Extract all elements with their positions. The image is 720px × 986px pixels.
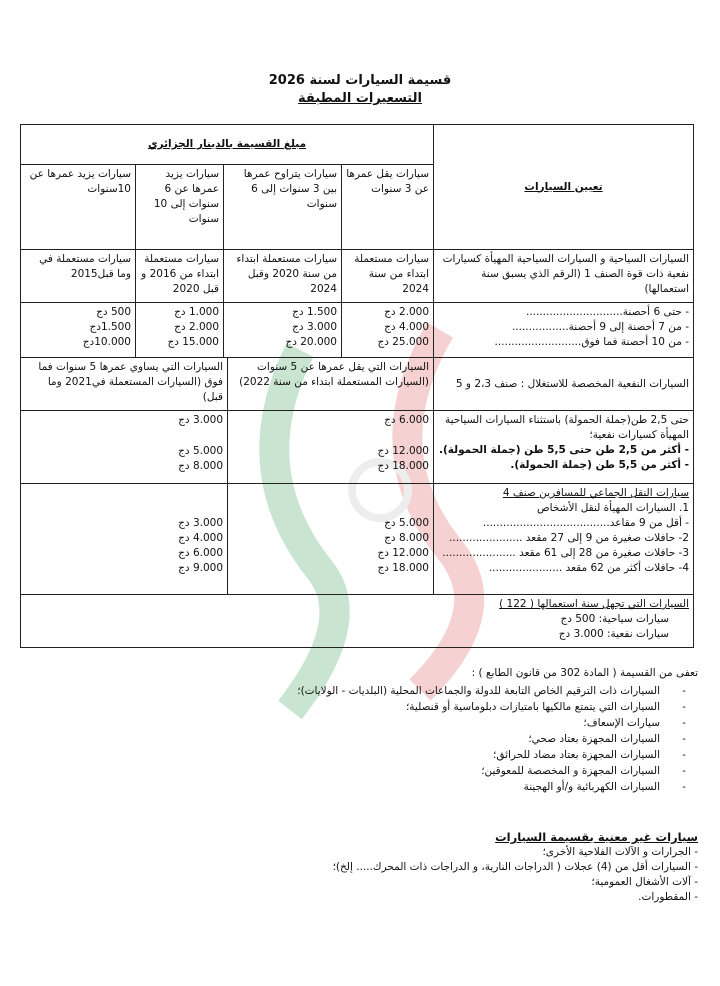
non-subject-section <box>58 830 698 905</box>
exemption-item: - السيارات ذات الترقيم الخاص التابعة للدولة والجماعات المحلية (البلديات - الولايات)؛ <box>40 683 660 699</box>
transport-row: 1. السيارات المهيأة لنقل الأشخاص <box>536 502 689 514</box>
exemption-item: - السيارات المجهزة و المخصصة للمعوقين؛ <box>40 763 660 779</box>
exemption-item: - سيارات الإسعاف؛ <box>40 715 660 731</box>
transport-row: 4- حافلات أكثر من 62 مقعد ...................... <box>488 562 689 574</box>
price-cell: 500 دج <box>96 306 131 318</box>
utility-row-3: - أكثر من 5,5 طن (جملة الحمولة). <box>510 459 689 471</box>
exemptions-title: تعفى من القسيمة ( المادة 302 من قانون الطابع ) : <box>471 667 698 679</box>
utility-col-b: السيارات التي يساوي عمرها 5 سنوات فما فوق (السيارات المستعملة في2021 وما قبل) <box>38 361 223 403</box>
non-subject-item: - المقطورات. <box>638 891 698 903</box>
transport-row: - أقل من 9 مقاعد...................................... <box>482 517 689 529</box>
price-cell: 5.000 دج <box>178 445 223 457</box>
exemption-item: - السيارات المجهزة بعتاد صحي؛ <box>40 731 660 747</box>
price-cell: 15.000 دج <box>167 336 219 348</box>
age-col-2: سيارات يتراوح عمرها بين 3 سنوات إلى 6 سنوات <box>223 165 341 249</box>
amount-header: مبلغ القسيمة بالدينار الجزائري <box>21 125 433 165</box>
price-cell: 8.000 دج <box>178 460 223 472</box>
tourism-row-label: - حتى 6 أحصنة............................. <box>525 306 689 318</box>
age-col-1: سيارات يقل عمرها عن 3 سنوات <box>341 165 433 249</box>
price-cell: 1.000 دج <box>174 306 219 318</box>
price-cell: 2.000 دج <box>174 321 219 333</box>
price-cell: 18.000 دج <box>377 460 429 472</box>
price-cell: 9.000 دج <box>178 562 223 574</box>
utility-title: السيارات النفعية المخصصة للاستغلال : صنف 2،3 و 5 <box>433 358 693 410</box>
title-line-2: التسعيرات المطبقة <box>298 91 422 106</box>
price-cell: 6.000 دج <box>384 414 429 426</box>
transport-row: 2- حافلات صغيرة من 9 إلى 27 مقعد ...................... <box>449 532 689 544</box>
price-cell: 12.000 دج <box>377 547 429 559</box>
price-cell: 1.500دج <box>89 321 131 333</box>
price-cell: 18.000 دج <box>377 562 429 574</box>
transport-row: 3- حافلات صغيرة من 28 إلى 61 مقعد ...................... <box>442 547 689 559</box>
age-col-3: سيارات يزيد عمرها عن 6 سنوات إلى 10 سنوات <box>135 165 223 249</box>
price-cell: 8.000 دج <box>384 532 429 544</box>
non-subject-title: سيارات غير معنية بقسيمة السيارات <box>495 830 698 844</box>
price-cell: 3.000 دج <box>178 414 223 426</box>
price-cell: 10.000دج <box>82 336 131 348</box>
exemption-item: - السيارات المجهزة بعتاد مضاد للحرائق؛ <box>40 747 660 763</box>
price-cell: 12.000 دج <box>377 445 429 457</box>
year-col-3: سيارات مستعملة ابتداء من 2016 و قبل 2020 <box>135 250 223 302</box>
non-subject-item: - الجرارات و الآلات الفلاحية الأخرى؛ <box>542 846 698 858</box>
document-title <box>0 72 720 108</box>
unknown-title: السيارات التي تجهل سنة استعمالها ( 122 ) <box>499 598 689 610</box>
utility-row-2: - أكثر من 2,5 طن حتى 5,5 طن (جملة الحمولة). <box>438 444 689 456</box>
tariff-table <box>20 124 694 648</box>
unknown-line-2: سيارات نفعية: 3.000 دج <box>558 628 669 640</box>
non-subject-item: - آلات الأشغال العمومية؛ <box>591 876 698 888</box>
price-cell: 4.000 دج <box>384 321 429 333</box>
vehicles-header: تعيين السيارات <box>524 180 603 193</box>
year-col-2: سيارات مستعملة ابتداء من سنة 2020 وقبل 2024 <box>223 250 341 302</box>
price-cell: 3.000 دج <box>178 517 223 529</box>
utility-col-a: السيارات التي يقل عمرها عن 5 سنوات (السيارات المستعملة ابتداء من سنة 2022) <box>227 358 433 410</box>
tourism-row-label: - من 10 أحصنة فما فوق.......................... <box>494 336 689 348</box>
exemption-item: - السيارات التي يتمتع مالكيها بامتيازات دبلوماسية أو قنصلية؛ <box>40 699 660 715</box>
tourism-row-label: - من 7 أحصنة إلى 9 أحصنة................. <box>511 321 689 333</box>
price-cell: 2.000 دج <box>384 306 429 318</box>
price-cell: 5.000 دج <box>384 517 429 529</box>
utility-row-1: حتى 2,5 طن(جملة الحمولة) باستثناء السيارات السياحية المهيأة كسيارات نفعية؛ <box>445 414 689 441</box>
price-cell: 6.000 دج <box>178 547 223 559</box>
age-col-4: سيارات يزيد عمرها عن 10سنوات <box>29 168 131 195</box>
transport-title: سيارات النقل الجماعي للمسافرين صنف 4 <box>502 487 689 499</box>
unknown-line-1: سيارات سياحية: 500 دج <box>560 613 669 625</box>
price-cell: 25.000 دج <box>377 336 429 348</box>
tourism-description: السيارات السياحية و السيارات السياحية المهيأة كسيارات نفعية ذات قوة الصنف 1 (الرقم الذي يسبق سنة استعمالها) <box>433 250 693 302</box>
non-subject-item: - السيارات أقل من (4) عجلات ( الدراجات النارية، و الدراجات ذات المحرك..... إلخ)؛ <box>332 861 698 873</box>
price-cell: 20.000 دج <box>285 336 337 348</box>
year-col-4: سيارات مستعملة في وما قبل2015 <box>39 253 131 280</box>
exemption-item: - السيارات الكهربائية و/أو الهجينة <box>40 779 660 795</box>
exemptions-section <box>40 665 698 795</box>
price-cell: 1.500 دج <box>292 306 337 318</box>
title-line-1: قسيمة السيارات لسنة 2026 <box>268 73 452 88</box>
year-col-1: سيارات مستعملة ابتداء من سنة 2024 <box>341 250 433 302</box>
price-cell: 4.000 دج <box>178 532 223 544</box>
price-cell: 3.000 دج <box>292 321 337 333</box>
